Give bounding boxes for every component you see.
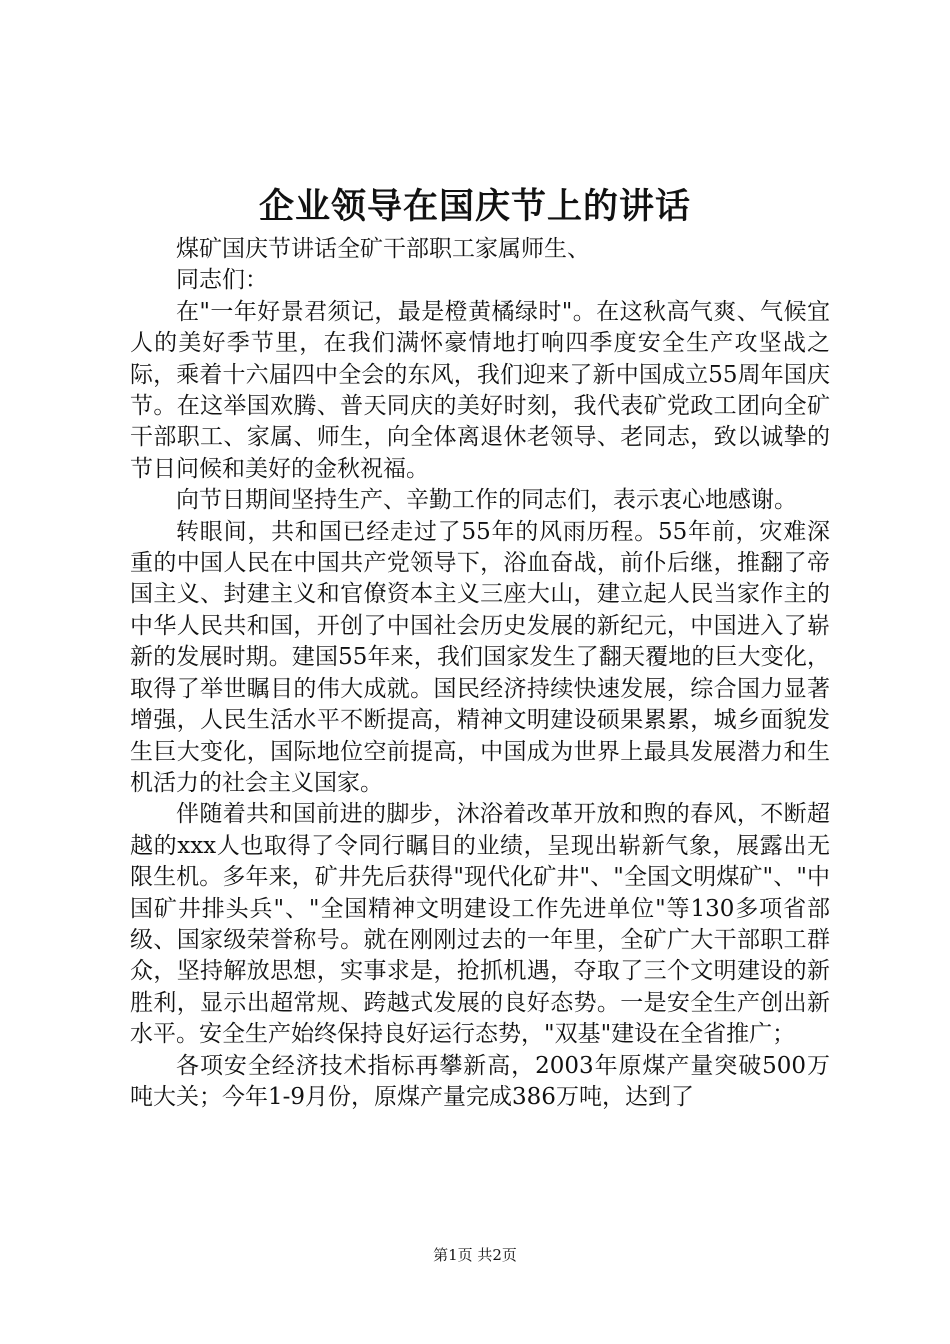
salutation-line: 同志们： [176, 267, 268, 294]
paragraph-thanks: 向节日期间坚持生产、辛勤工作的同志们，表示衷心地感谢。 [176, 487, 797, 514]
paragraph-indicators: 各项安全经济技术指标再攀新高，2003年原煤产量突破500万吨大关；今年1-9月份，原煤产量完成386万吨，达到了 [130, 1052, 830, 1110]
page-footer: 第1页 共2页 [433, 1246, 517, 1264]
document-body [130, 234, 830, 1113]
document-title: 企业领导在国庆节上的讲话 [258, 186, 691, 227]
paragraph-achievements: 伴随着共和国前进的脚步，沐浴着改革开放和煦的春风，不断超越的xxx人也取得了令同行瞩目的业绩，呈现出崭新气象，展露出无限生机。多年来，矿井先后获得"现代化矿井"、"全国文明煤矿"、"中国矿井排头兵"、"全国精神文明建设工作先进单位"等130多项省部级、国家级荣誉称号。就在刚刚过去的一年里，全矿广大干部职工群众，坚持解放思想，实事求是，抢抓机遇，夺取了三个文明建设的新胜利，显示出超常规、跨越式发展的良好态势。一是安全生产创出新水平。安全生产始终保持良好运行态势，"双基"建设在全省推广； [130, 801, 830, 1048]
greeting-line: 煤矿国庆节讲话全矿干部职工家属师生、 [176, 236, 590, 262]
paragraph-history: 转眼间，共和国已经走过了55年的风雨历程。55年前，灾难深重的中国人民在中国共产党领导下，浴血奋战，前仆后继，推翻了帝国主义、封建主义和官僚资本主义三座大山，建立起人民当家作主的中华人民共和国，开创了中国社会历史发展的新纪元，中国进入了崭新的发展时期。建国55年来，我们国家发生了翻天覆地的巨大变化，取得了举世瞩目的伟大成就。国民经济持续快速发展，综合国力显著增强，人民生活水平不断提高，精神文明建设硕果累累，城乡面貌发生巨大变化，国际地位空前提高，中国成为世界上最具发展潜力和生机活力的社会主义国家。 [130, 518, 830, 796]
paragraph-opening: 在"一年好景君须记，最是橙黄橘绿时"。在这秋高气爽、气候宜人的美好季节里，在我们满怀豪情地打响四季度安全生产攻坚战之际，乘着十六届四中全会的东风，我们迎来了新中国成立55周年国庆节。在这举国欢腾、普天同庆的美好时刻，我代表矿党政工团向全矿干部职工、家属、师生，向全体离退休老领导、老同志，致以诚挚的节日问候和美好的金秋祝福。 [130, 298, 830, 482]
